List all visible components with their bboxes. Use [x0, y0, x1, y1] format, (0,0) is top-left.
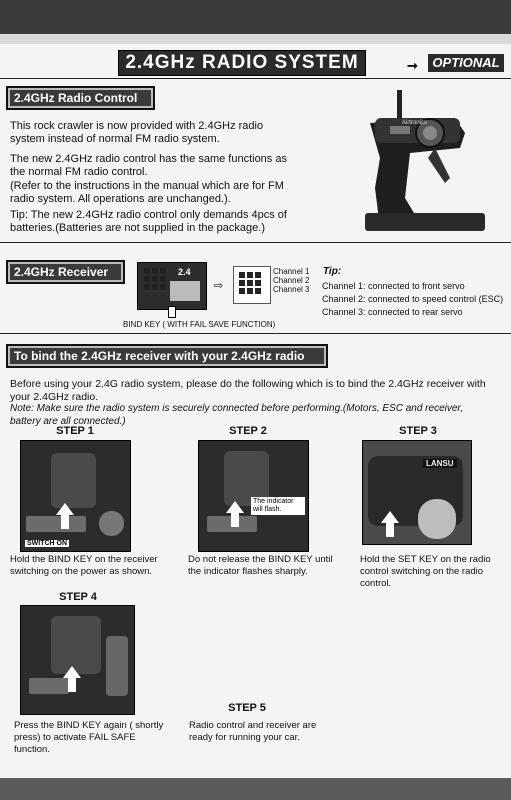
receiver-sticker — [170, 281, 200, 301]
step-2-title: STEP 2 — [229, 425, 267, 437]
radio-control-intro: This rock crawler is now provided with 2.4GHz radio system instead of normal FM radio system. — [10, 120, 264, 145]
divider — [0, 242, 511, 243]
transmitter-brand-label: LANSU — [423, 459, 457, 468]
top-border-strip — [0, 34, 511, 44]
receiver-pin-grid — [144, 268, 166, 290]
divider — [0, 78, 511, 79]
step-1-text: Hold the BIND KEY on the receiver switching on the power as shown. — [10, 554, 158, 577]
binding-note: Note: Make sure the radio system is securely connected before performing.(Motors, ESC and receiver, battery are all connected.) — [10, 403, 463, 427]
optional-badge: OPTIONAL — [428, 54, 504, 72]
radio-control-heading: 2.4GHz Radio Control — [6, 86, 155, 110]
step-1-title: STEP 1 — [56, 425, 94, 437]
step-1-photo — [20, 440, 131, 552]
divider — [0, 333, 511, 334]
arrow-right-icon: ➞ — [407, 58, 418, 73]
step-3-title: STEP 3 — [399, 425, 437, 437]
transmitter-image — [350, 88, 500, 238]
transmitter-brand: Airtronics — [402, 120, 428, 126]
indicator-callout: The indicator will flash. — [251, 497, 305, 515]
bind-key-caption: BIND KEY ( WITH FAIL SAVE FUNCTION) — [123, 320, 276, 329]
channel-pins-diagram — [233, 266, 271, 304]
radio-control-reference: (Refer to the instructions in the manual which are for FM radio system. All operations are unchanged.). — [10, 180, 284, 205]
binding-heading: To bind the 2.4GHz receiver with your 2.4GHz radio — [6, 344, 328, 368]
step-4-photo — [20, 605, 135, 715]
tip-channel-2: Channel 2: connected to speed control (ESC) — [322, 294, 504, 304]
step-5-text: Radio control and receiver are ready for running your car. — [189, 720, 317, 743]
bottom-border-band — [0, 778, 511, 800]
bind-key-pointer — [168, 306, 176, 318]
step-4-text: Press the BIND KEY again ( shortly press) to activate FAIL SAFE function. — [14, 720, 164, 755]
channel-1-label: Channel 1 — [273, 267, 310, 276]
step-3-text: Hold the SET KEY on the radio control switching on the radio control. — [360, 554, 491, 589]
receiver-image — [137, 262, 207, 310]
arrow-right-icon: ⇨ — [214, 280, 224, 292]
channel-2-label: Channel 2 — [273, 276, 310, 285]
step-3-photo — [362, 440, 472, 545]
step-2-photo — [198, 440, 309, 552]
tip-label: Tip: — [323, 266, 342, 277]
binding-intro: Before using your 2.4G radio system, please do the following which is to bind the 2.4GHz receiver with your 2.4GHz radio. — [10, 378, 486, 403]
radio-control-tip: Tip: The new 2.4GHz radio control only demands 4pcs of batteries.(Batteries are not supplied in the package.) — [10, 209, 287, 234]
step-2-text: Do not release the BIND KEY until the indicator flashes sharply. — [188, 554, 333, 577]
channel-pin-grid — [239, 272, 261, 294]
step-5-title: STEP 5 — [228, 702, 266, 714]
receiver-label: 2.4 — [178, 267, 191, 277]
page-title: 2.4GHz RADIO SYSTEM — [118, 50, 366, 76]
step-4-title: STEP 4 — [59, 591, 97, 603]
switch-on-label: SWITCH ON — [27, 540, 68, 547]
tip-channel-1: Channel 1: connected to front servo — [322, 281, 465, 291]
receiver-heading: 2.4GHz Receiver — [6, 260, 125, 284]
top-border-band — [0, 0, 511, 34]
channel-3-label: Channel 3 — [273, 285, 310, 294]
radio-control-functions: The new 2.4GHz radio control has the same functions as the normal FM radio control. — [10, 153, 287, 178]
tip-channel-3: Channel 3: connected to rear servo — [322, 307, 463, 317]
